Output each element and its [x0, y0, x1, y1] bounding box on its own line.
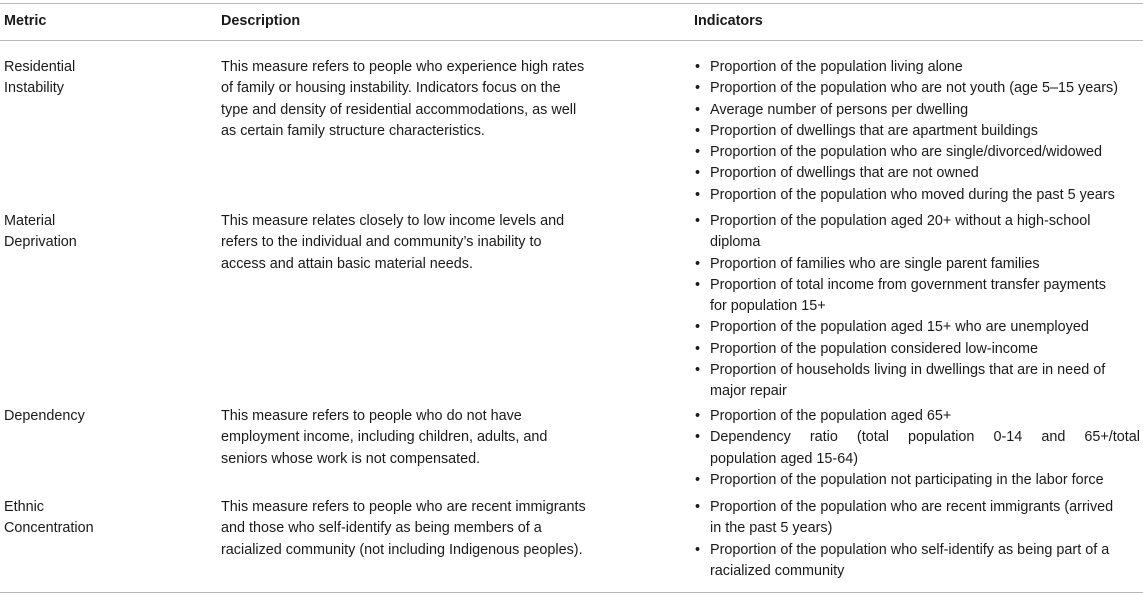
indicators-cell: [694, 406, 1140, 491]
description-line: as certain family structure characteristics.: [221, 122, 485, 139]
header-indicators: Indicators: [694, 13, 763, 29]
indicator-list: [694, 406, 1140, 491]
indicator-item: [694, 100, 1140, 121]
indicator-line: • Proportion of the population who are single/divorced/widowed: [710, 144, 1102, 161]
indicator-item: [694, 540, 1140, 583]
indicator-item: [694, 275, 1140, 318]
indicator-item: [694, 406, 1140, 427]
indicator-line: • Proportion of families who are single parent families: [710, 255, 1040, 272]
description-line: refers to the individual and community’s inability to: [221, 234, 542, 251]
metric-line: Material: [4, 213, 56, 229]
indicator-item: [694, 121, 1140, 142]
table-header-rule: [0, 40, 1143, 41]
description-line: and those who self-identify as being members of a: [221, 520, 542, 537]
metric-line: Deprivation: [4, 234, 77, 251]
indicator-item: [694, 211, 1140, 254]
indicator-line: • Proportion of dwellings that are not owned: [710, 165, 979, 182]
indicator-item: [694, 317, 1140, 338]
indicator-item: [694, 163, 1140, 184]
indicator-line: racialized community: [710, 562, 845, 579]
metric-line: Instability: [4, 80, 64, 97]
indicator-line: • Proportion of the population living alone: [710, 59, 963, 75]
indicator-line: • Average number of persons per dwelling: [710, 101, 969, 118]
indicator-line: in the past 5 years): [710, 520, 833, 537]
metric-cell: [4, 57, 204, 100]
indicator-list: [694, 57, 1140, 206]
table-bottom-rule: [0, 592, 1143, 593]
indicator-item: [694, 497, 1140, 540]
indicators-cell: [694, 211, 1140, 403]
description-cell: [221, 57, 621, 142]
indicator-item: [694, 57, 1140, 78]
description-line: type and density of residential accommodations, as well: [221, 101, 577, 118]
description-line: This measure refers to people who do not have: [221, 408, 522, 424]
indicator-line: • Proportion of the population considered low-income: [710, 340, 1038, 357]
description-line: This measure refers to people who are recent immigrants: [221, 499, 586, 515]
indicator-item: [694, 470, 1140, 491]
indicator-item: [694, 427, 1140, 470]
indicator-line: • Proportion of dwellings that are apartment buildings: [710, 122, 1038, 139]
header-description: Description: [221, 13, 301, 29]
description-line: This measure relates closely to low income levels and: [221, 213, 565, 229]
indicator-line: • Dependency ratio (total population 0-14 and 65+/total: [710, 429, 1140, 446]
indicator-line: diploma: [710, 234, 761, 251]
indicator-line: • Proportion of the population who moved during the past 5 years: [710, 186, 1115, 203]
metric-line: Ethnic: [4, 499, 44, 515]
indicator-line: for population 15+: [710, 298, 826, 315]
indicator-line: • Proportion of total income from government transfer payments: [710, 276, 1106, 293]
description-line: employment income, including children, adults, and: [221, 429, 548, 446]
description-cell: [221, 497, 621, 561]
description-line: This measure refers to people who experience high rates: [221, 59, 585, 75]
table-header-row: [0, 11, 1143, 37]
metric-line: Residential: [4, 59, 76, 75]
indicator-line: • Proportion of the population not participating in the labor force: [710, 471, 1104, 488]
indicators-cell: [694, 57, 1140, 206]
indicator-line: • Proportion of the population who self-identify as being part of a: [710, 541, 1110, 558]
indicator-item: [694, 360, 1140, 403]
metric-cell: [4, 497, 204, 540]
indicator-item: [694, 78, 1140, 99]
metric-cell: [4, 406, 204, 427]
description-cell: [221, 211, 621, 275]
description-line: racialized community (not including Indigenous peoples).: [221, 541, 583, 558]
table-top-rule: [0, 3, 1143, 4]
indicator-line: • Proportion of the population who are not youth (age 5–15 years): [710, 80, 1119, 97]
indicator-line: • Proportion of the population aged 20+ without a high-school: [710, 213, 1091, 229]
description-line: access and attain basic material needs.: [221, 255, 473, 272]
indicator-line: population aged 15-64): [710, 450, 859, 467]
indicator-item: [694, 185, 1140, 206]
description-cell: [221, 406, 621, 470]
metric-line: Concentration: [4, 520, 94, 537]
indicator-item: [694, 339, 1140, 360]
description-line: seniors whose work is not compensated.: [221, 450, 481, 467]
indicator-item: [694, 142, 1140, 163]
indicators-cell: [694, 497, 1140, 582]
indicator-list: [694, 211, 1140, 403]
indicator-line: • Proportion of households living in dwellings that are in need of: [710, 362, 1106, 379]
header-metric: Metric: [4, 13, 47, 29]
indicator-line: • Proportion of the population aged 15+ who are unemployed: [710, 319, 1089, 336]
metric-cell: [4, 211, 204, 254]
metric-line: Dependency: [4, 408, 85, 424]
indicator-line: major repair: [710, 383, 787, 400]
indicator-line: • Proportion of the population aged 65+: [710, 408, 952, 424]
description-line: of family or housing instability. Indicators focus on the: [221, 80, 561, 97]
indicator-line: • Proportion of the population who are recent immigrants (arrived: [710, 499, 1114, 515]
indicator-item: [694, 254, 1140, 275]
indicator-list: [694, 497, 1140, 582]
